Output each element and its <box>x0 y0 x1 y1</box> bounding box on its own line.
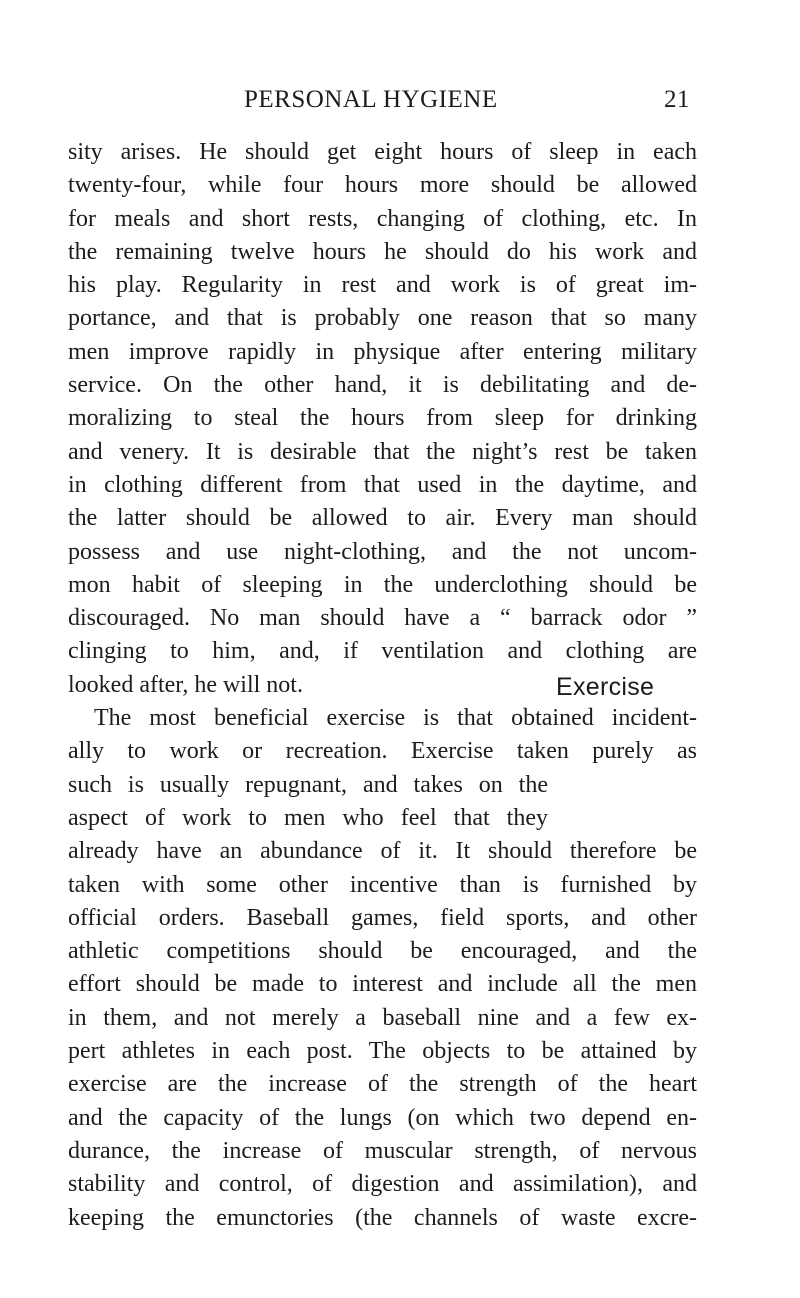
text-line: effort should be made to interest and include all the men <box>68 971 697 998</box>
text-line: in them, and not merely a baseball nine and a few ex- <box>68 1004 697 1031</box>
text-line: looked after, he will not. <box>68 671 303 698</box>
text-line: mon habit of sleeping in the underclothing should be <box>68 571 697 598</box>
text-line: The most beneficial exercise is that obtained incident- <box>94 705 697 732</box>
text-line: athletic competitions should be encouraged, and the <box>68 938 697 965</box>
text-line: in clothing different from that used in the daytime, and <box>68 471 697 498</box>
page-header <box>68 86 690 126</box>
text-line: moralizing to steal the hours from sleep for drinking <box>68 405 697 432</box>
margin-note: Exercise <box>556 673 655 701</box>
text-line: stability and control, of digestion and assimilation), and <box>68 1171 697 1198</box>
text-line: aspect of work to men who feel that they <box>68 804 548 831</box>
text-line: durance, the increase of muscular strength, of nervous <box>68 1137 697 1164</box>
text-line: taken with some other incentive than is furnished by <box>68 871 697 898</box>
text-line: the remaining twelve hours he should do his work and <box>68 238 697 265</box>
text-line: for meals and short rests, changing of clothing, etc. In <box>68 205 697 232</box>
text-line: discouraged. No man should have a “ barrack odor ” <box>68 605 697 632</box>
text-line: such is usually repugnant, and takes on the <box>68 771 548 798</box>
text-line: pert athletes in each post. The objects to be attained by <box>68 1038 697 1065</box>
text-line: sity arises. He should get eight hours of sleep in each <box>68 139 697 165</box>
text-line: exercise are the increase of the strength of the heart <box>68 1071 697 1098</box>
text-line: ally to work or recreation. Exercise taken purely as <box>68 738 697 765</box>
text-line: official orders. Baseball games, field sports, and other <box>68 904 697 931</box>
text-line: keeping the emunctories (the channels of waste excre- <box>68 1204 697 1231</box>
text-line: portance, and that is probably one reason that so many <box>68 305 697 332</box>
text-line: clinging to him, and, if ventilation and clothing are <box>68 638 697 665</box>
text-line: already have an abundance of it. It should therefore be <box>68 838 697 865</box>
text-line: service. On the other hand, it is debilitating and de- <box>68 372 697 399</box>
text-line: and venery. It is desirable that the night’s rest be taken <box>68 438 697 465</box>
text-line: the latter should be allowed to air. Every man should <box>68 505 697 532</box>
running-title: PERSONAL HYGIENE <box>244 86 498 113</box>
text-line: his play. Regularity in rest and work is of great im- <box>68 272 697 299</box>
text-line: possess and use night-clothing, and the not uncom- <box>68 538 697 565</box>
text-line: and the capacity of the lungs (on which two depend en- <box>68 1104 697 1131</box>
page-number: 21 <box>664 86 690 113</box>
text-line: twenty-four, while four hours more should be allowed <box>68 172 697 199</box>
text-line: men improve rapidly in physique after entering military <box>68 338 697 365</box>
